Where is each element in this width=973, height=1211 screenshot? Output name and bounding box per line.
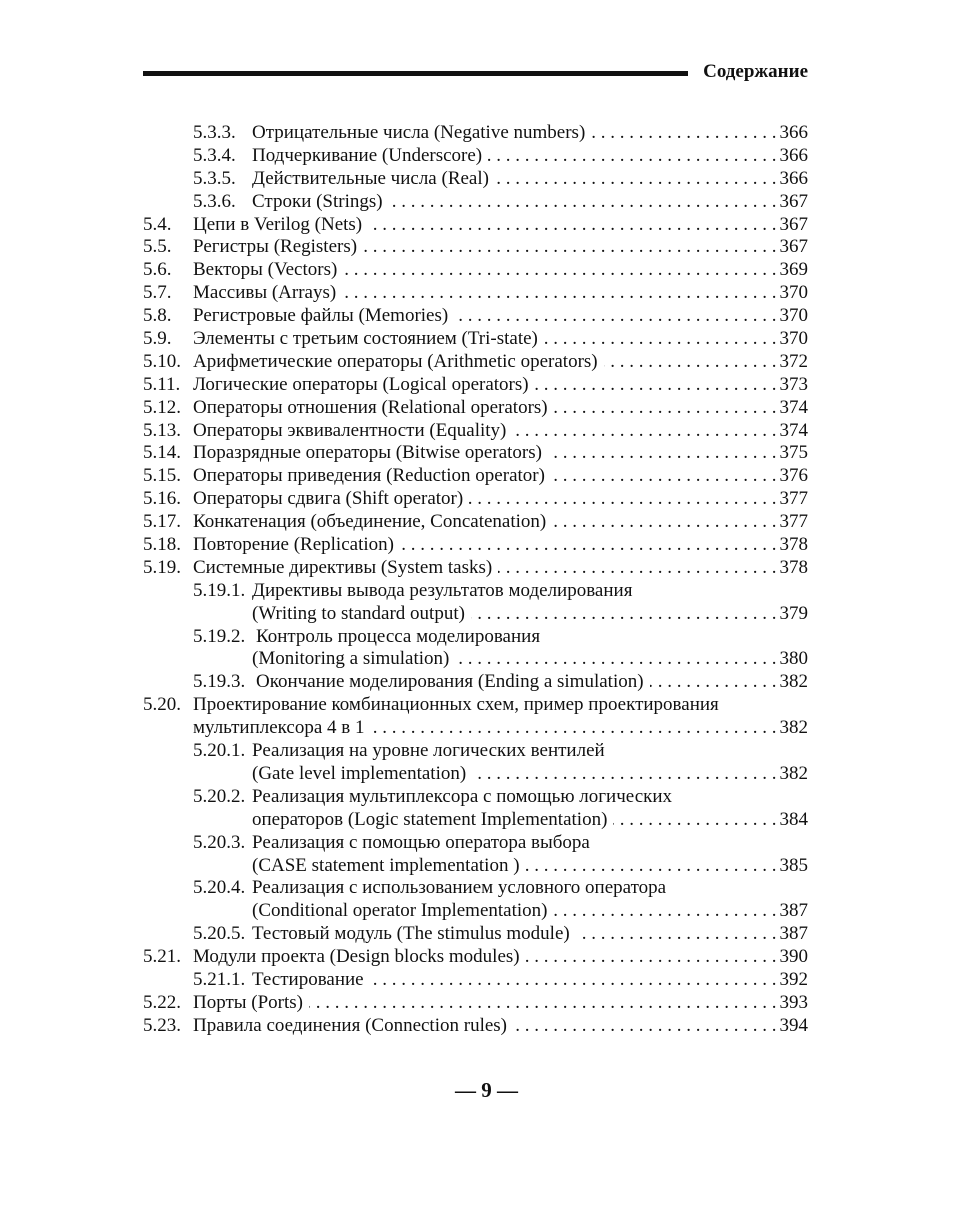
table-of-contents — [143, 122, 808, 1038]
toc-entry-page: 366 — [779, 167, 808, 189]
toc-entry[interactable] — [143, 259, 808, 282]
toc-entry-title: Окончание моделирования (Ending a simulation) — [256, 671, 650, 694]
toc-entry-number: 5.20.5. — [193, 923, 246, 945]
toc-entry-title: Регистровые файлы (Memories) — [193, 305, 454, 328]
toc-entry[interactable] — [143, 923, 808, 946]
toc-entry-page: 373 — [779, 373, 808, 395]
toc-entry-number: 5.3.6. — [193, 190, 236, 212]
toc-entry-title: Отрицательные числа (Negative numbers) — [252, 122, 591, 145]
toc-entry[interactable] — [143, 671, 808, 694]
toc-entry[interactable] — [143, 969, 808, 992]
toc-entry[interactable] — [143, 214, 808, 237]
toc-entry-body — [193, 1015, 808, 1038]
toc-entry-number: 5.17. — [143, 511, 181, 533]
toc-entry-body — [252, 648, 808, 671]
toc-entry-page: 392 — [779, 968, 808, 990]
toc-entry-body — [193, 992, 808, 1015]
toc-entry-number: 5.14. — [143, 442, 181, 464]
toc-entry-page: 370 — [779, 305, 808, 327]
toc-entry-page: 374 — [779, 419, 808, 441]
toc-entry[interactable] — [143, 1015, 808, 1038]
toc-entry-title: Реализация с использованием условного оператора — [252, 877, 672, 900]
toc-entry-page: 377 — [779, 511, 808, 533]
toc-entry-title: Модули проекта (Design blocks modules) — [193, 946, 526, 969]
toc-entry-body — [193, 717, 808, 740]
toc-entry-title: Контроль процесса моделирования — [256, 626, 546, 649]
page-header-title: Содержание — [703, 61, 808, 82]
toc-entry-title: Цепи в Verilog (Nets) — [193, 214, 368, 237]
toc-entry[interactable] — [143, 900, 808, 923]
toc-entry-page: 378 — [779, 534, 808, 556]
dot-leader — [512, 420, 776, 443]
toc-entry-number: 5.22. — [143, 991, 181, 1013]
toc-entry-body — [252, 122, 808, 145]
toc-entry-body — [252, 191, 808, 214]
toc-entry[interactable] — [143, 946, 808, 969]
toc-entry-page: 378 — [779, 556, 808, 578]
dot-leader — [526, 946, 777, 969]
toc-entry-page: 382 — [779, 762, 808, 784]
toc-entry-body — [252, 969, 808, 992]
dot-leader — [552, 511, 776, 534]
dot-leader — [371, 717, 777, 740]
toc-entry[interactable] — [143, 282, 808, 305]
dot-leader — [613, 809, 776, 832]
toc-entry-body — [193, 214, 808, 237]
toc-entry-body — [193, 420, 808, 443]
toc-entry-title: Операторы приведения (Reduction operator) — [193, 465, 551, 488]
dot-leader — [363, 236, 776, 259]
toc-entry-number: 5.20.3. — [193, 831, 246, 853]
toc-entry-body — [193, 305, 808, 328]
dot-leader — [368, 214, 776, 237]
toc-entry-body — [252, 923, 808, 946]
toc-entry-page: 380 — [779, 648, 808, 670]
toc-entry-title: Регистры (Registers) — [193, 236, 363, 259]
toc-entry[interactable] — [143, 168, 808, 191]
toc-entry-number: 5.11. — [143, 373, 181, 395]
toc-entry-page: 369 — [779, 259, 808, 281]
dot-leader — [495, 168, 777, 191]
toc-entry-title: Строки (Strings) — [252, 191, 389, 214]
toc-entry-number: 5.18. — [143, 534, 181, 556]
toc-entry-page: 370 — [779, 328, 808, 350]
toc-entry[interactable] — [143, 877, 808, 900]
dot-leader — [591, 122, 776, 145]
toc-entry[interactable] — [143, 351, 808, 374]
toc-entry-page: 393 — [779, 991, 808, 1013]
toc-entry-page: 394 — [779, 1014, 808, 1036]
toc-entry[interactable] — [143, 740, 808, 763]
toc-entry-page: 390 — [779, 946, 808, 968]
toc-entry[interactable] — [143, 648, 808, 671]
toc-entry[interactable] — [143, 832, 808, 855]
toc-entry-title: Реализация на уровне логических вентилей — [252, 740, 611, 763]
toc-entry-title: Повторение (Replication) — [193, 534, 400, 557]
toc-entry[interactable] — [143, 534, 808, 557]
toc-entry-body — [256, 671, 808, 694]
toc-entry[interactable] — [143, 442, 808, 465]
toc-entry-number: 5.3.4. — [193, 144, 236, 166]
toc-entry-page: 367 — [779, 213, 808, 235]
dot-leader — [548, 442, 777, 465]
toc-entry-body — [193, 351, 808, 374]
toc-entry-page: 382 — [779, 717, 808, 739]
toc-entry-title: Системные директивы (System tasks) — [193, 557, 498, 580]
toc-entry-title: (Gate level implementation) — [252, 763, 472, 786]
toc-entry[interactable] — [143, 374, 808, 397]
toc-entry-title: Операторы сдвига (Shift operator) — [193, 488, 469, 511]
toc-entry[interactable] — [143, 488, 808, 511]
toc-entry-title: Порты (Ports) — [193, 992, 309, 1015]
toc-entry[interactable] — [143, 328, 808, 351]
dot-leader — [576, 923, 777, 946]
toc-entry-title: Правила соединения (Connection rules) — [193, 1015, 513, 1038]
toc-entry[interactable] — [143, 580, 808, 603]
dot-leader — [343, 259, 776, 282]
toc-entry-page: 367 — [779, 190, 808, 212]
toc-entry-number: 5.15. — [143, 465, 181, 487]
toc-entry[interactable] — [143, 236, 808, 259]
toc-entry-page: 366 — [779, 122, 808, 143]
toc-entry-page: 376 — [779, 465, 808, 487]
toc-entry-body — [252, 877, 672, 900]
toc-entry[interactable] — [143, 465, 808, 488]
toc-entry-number: 5.20.4. — [193, 877, 246, 899]
toc-entry-page: 372 — [779, 350, 808, 372]
toc-entry[interactable] — [143, 992, 808, 1015]
toc-entry-body — [193, 465, 808, 488]
toc-entry-page: 367 — [779, 236, 808, 258]
dot-leader — [455, 648, 776, 671]
toc-entry-body — [252, 168, 808, 191]
dot-leader — [554, 397, 777, 420]
toc-entry-number: 5.19. — [143, 556, 181, 578]
toc-entry-body — [252, 900, 808, 923]
toc-entry-body — [252, 809, 808, 832]
dot-leader — [604, 351, 777, 374]
toc-entry-body — [193, 694, 725, 717]
toc-entry-body — [193, 511, 808, 534]
toc-entry-number: 5.9. — [143, 328, 172, 350]
dot-leader — [454, 305, 776, 328]
toc-entry-body — [193, 534, 808, 557]
toc-entry-body — [193, 557, 808, 580]
dot-leader — [389, 191, 777, 214]
dot-leader — [498, 557, 776, 580]
toc-entry[interactable] — [143, 122, 808, 145]
toc-entry-title: Проектирование комбинационных схем, пример проектирования — [193, 694, 725, 717]
toc-entry-number: 5.5. — [143, 236, 172, 258]
toc-entry-page: 385 — [779, 854, 808, 876]
toc-entry[interactable] — [143, 305, 808, 328]
dot-leader — [553, 900, 776, 923]
toc-entry-number: 5.20. — [143, 694, 181, 716]
toc-entry[interactable] — [143, 786, 808, 809]
toc-entry[interactable] — [143, 694, 808, 717]
toc-entry-number: 5.7. — [143, 282, 172, 304]
toc-entry-number: 5.10. — [143, 350, 181, 372]
toc-entry-title: Операторы эквивалентности (Equality) — [193, 420, 512, 443]
toc-entry-body — [193, 236, 808, 259]
dot-leader — [526, 855, 777, 878]
toc-entry-number: 5.3.3. — [193, 122, 236, 143]
toc-entry-body — [193, 397, 808, 420]
toc-entry-body — [252, 740, 611, 763]
toc-entry-number: 5.8. — [143, 305, 172, 327]
toc-entry-number: 5.23. — [143, 1014, 181, 1036]
toc-entry[interactable] — [143, 420, 808, 443]
dot-leader — [488, 145, 776, 168]
toc-entry-body — [193, 374, 808, 397]
toc-entry-title: Конкатенация (объединение, Concatenation) — [193, 511, 552, 534]
toc-entry-page: 384 — [779, 808, 808, 830]
dot-leader — [544, 328, 777, 351]
header-rule — [143, 71, 688, 76]
toc-entry-title: (Conditional operator Implementation) — [252, 900, 553, 923]
toc-entry-title: Директивы вывода результатов моделирования — [252, 580, 638, 603]
toc-entry-body — [193, 282, 808, 305]
toc-entry-body — [193, 442, 808, 465]
toc-entry-body — [252, 855, 808, 878]
dot-leader — [400, 534, 777, 557]
toc-entry-body — [252, 145, 808, 168]
toc-entry-body — [252, 832, 596, 855]
dot-leader — [469, 488, 776, 511]
toc-entry-title: Элементы с третьим состоянием (Tri-state) — [193, 328, 544, 351]
toc-entry[interactable] — [143, 763, 808, 786]
toc-entry-number: 5.21. — [143, 946, 181, 968]
toc-entry-title: Массивы (Arrays) — [193, 282, 342, 305]
toc-entry-page: 375 — [779, 442, 808, 464]
toc-entry-title: Действительные числа (Real) — [252, 168, 495, 191]
toc-entry-page: 366 — [779, 144, 808, 166]
toc-entry-number: 5.13. — [143, 419, 181, 441]
toc-entry-page: 387 — [779, 923, 808, 945]
toc-entry[interactable] — [143, 626, 808, 649]
dot-leader — [342, 282, 776, 305]
toc-entry-body — [193, 328, 808, 351]
toc-entry[interactable] — [143, 855, 808, 878]
toc-entry-title: Поразрядные операторы (Bitwise operators) — [193, 442, 548, 465]
toc-entry-title: Арифметические операторы (Arithmetic operators) — [193, 351, 604, 374]
toc-entry-title: Операторы отношения (Relational operators) — [193, 397, 554, 420]
toc-entry-title: Тестирование — [252, 969, 370, 992]
toc-entry-number: 5.20.1. — [193, 740, 246, 762]
toc-entry-number: 5.16. — [143, 488, 181, 510]
toc-entry-body — [193, 946, 808, 969]
page-number: — 9 — — [455, 1078, 518, 1102]
toc-entry[interactable] — [143, 717, 808, 740]
toc-entry-number: 5.20.2. — [193, 785, 246, 807]
toc-entry[interactable] — [143, 809, 808, 832]
toc-entry-title: (Writing to standard output) — [252, 603, 471, 626]
toc-entry-body — [193, 488, 808, 511]
toc-entry-page: 387 — [779, 900, 808, 922]
dot-leader — [309, 992, 776, 1015]
dot-leader — [513, 1015, 776, 1038]
toc-entry-number: 5.21.1. — [193, 968, 246, 990]
toc-entry-body — [252, 763, 808, 786]
toc-entry-page: 370 — [779, 282, 808, 304]
toc-entry-page: 382 — [779, 671, 808, 693]
toc-entry-number: 5.4. — [143, 213, 172, 235]
toc-entry-title: Векторы (Vectors) — [193, 259, 343, 282]
toc-entry-title: Тестовый модуль (The stimulus module) — [252, 923, 576, 946]
toc-entry-title: (CASE statement implementation ) — [252, 855, 526, 878]
toc-entry-page: 377 — [779, 488, 808, 510]
dot-leader — [471, 603, 777, 626]
toc-entry[interactable] — [143, 511, 808, 534]
toc-entry-body — [252, 786, 678, 809]
toc-entry-title: Реализация с помощью оператора выбора — [252, 832, 596, 855]
toc-entry-page: 374 — [779, 396, 808, 418]
dot-leader — [551, 465, 777, 488]
toc-entry-number: 5.19.2. — [193, 625, 246, 647]
toc-entry[interactable] — [143, 397, 808, 420]
toc-entry-title: мультиплексора 4 в 1 — [193, 717, 371, 740]
dot-leader — [472, 763, 776, 786]
toc-entry-number: 5.19.1. — [193, 579, 246, 601]
toc-entry-title: Подчеркивание (Underscore) — [252, 145, 488, 168]
toc-entry[interactable] — [143, 145, 808, 168]
toc-entry-number: 5.3.5. — [193, 167, 236, 189]
toc-entry-number: 5.12. — [143, 396, 181, 418]
toc-entry[interactable] — [143, 191, 808, 214]
toc-entry-title: (Monitoring a simulation) — [252, 648, 455, 671]
toc-entry[interactable] — [143, 603, 808, 626]
toc-entry-body — [193, 259, 808, 282]
toc-entry-title: Логические операторы (Logical operators) — [193, 374, 535, 397]
toc-entry-title: операторов (Logic statement Implementation) — [252, 809, 613, 832]
toc-entry-number: 5.6. — [143, 259, 172, 281]
toc-entry-body — [252, 580, 638, 603]
toc-entry[interactable] — [143, 557, 808, 580]
dot-leader — [535, 374, 777, 397]
toc-entry-title: Реализация мультиплексора с помощью логических — [252, 786, 678, 809]
toc-entry-number: 5.19.3. — [193, 671, 246, 693]
dot-leader — [650, 671, 777, 694]
dot-leader — [370, 969, 777, 992]
toc-entry-body — [256, 626, 546, 649]
toc-entry-page: 379 — [779, 602, 808, 624]
toc-entry-body — [252, 603, 808, 626]
